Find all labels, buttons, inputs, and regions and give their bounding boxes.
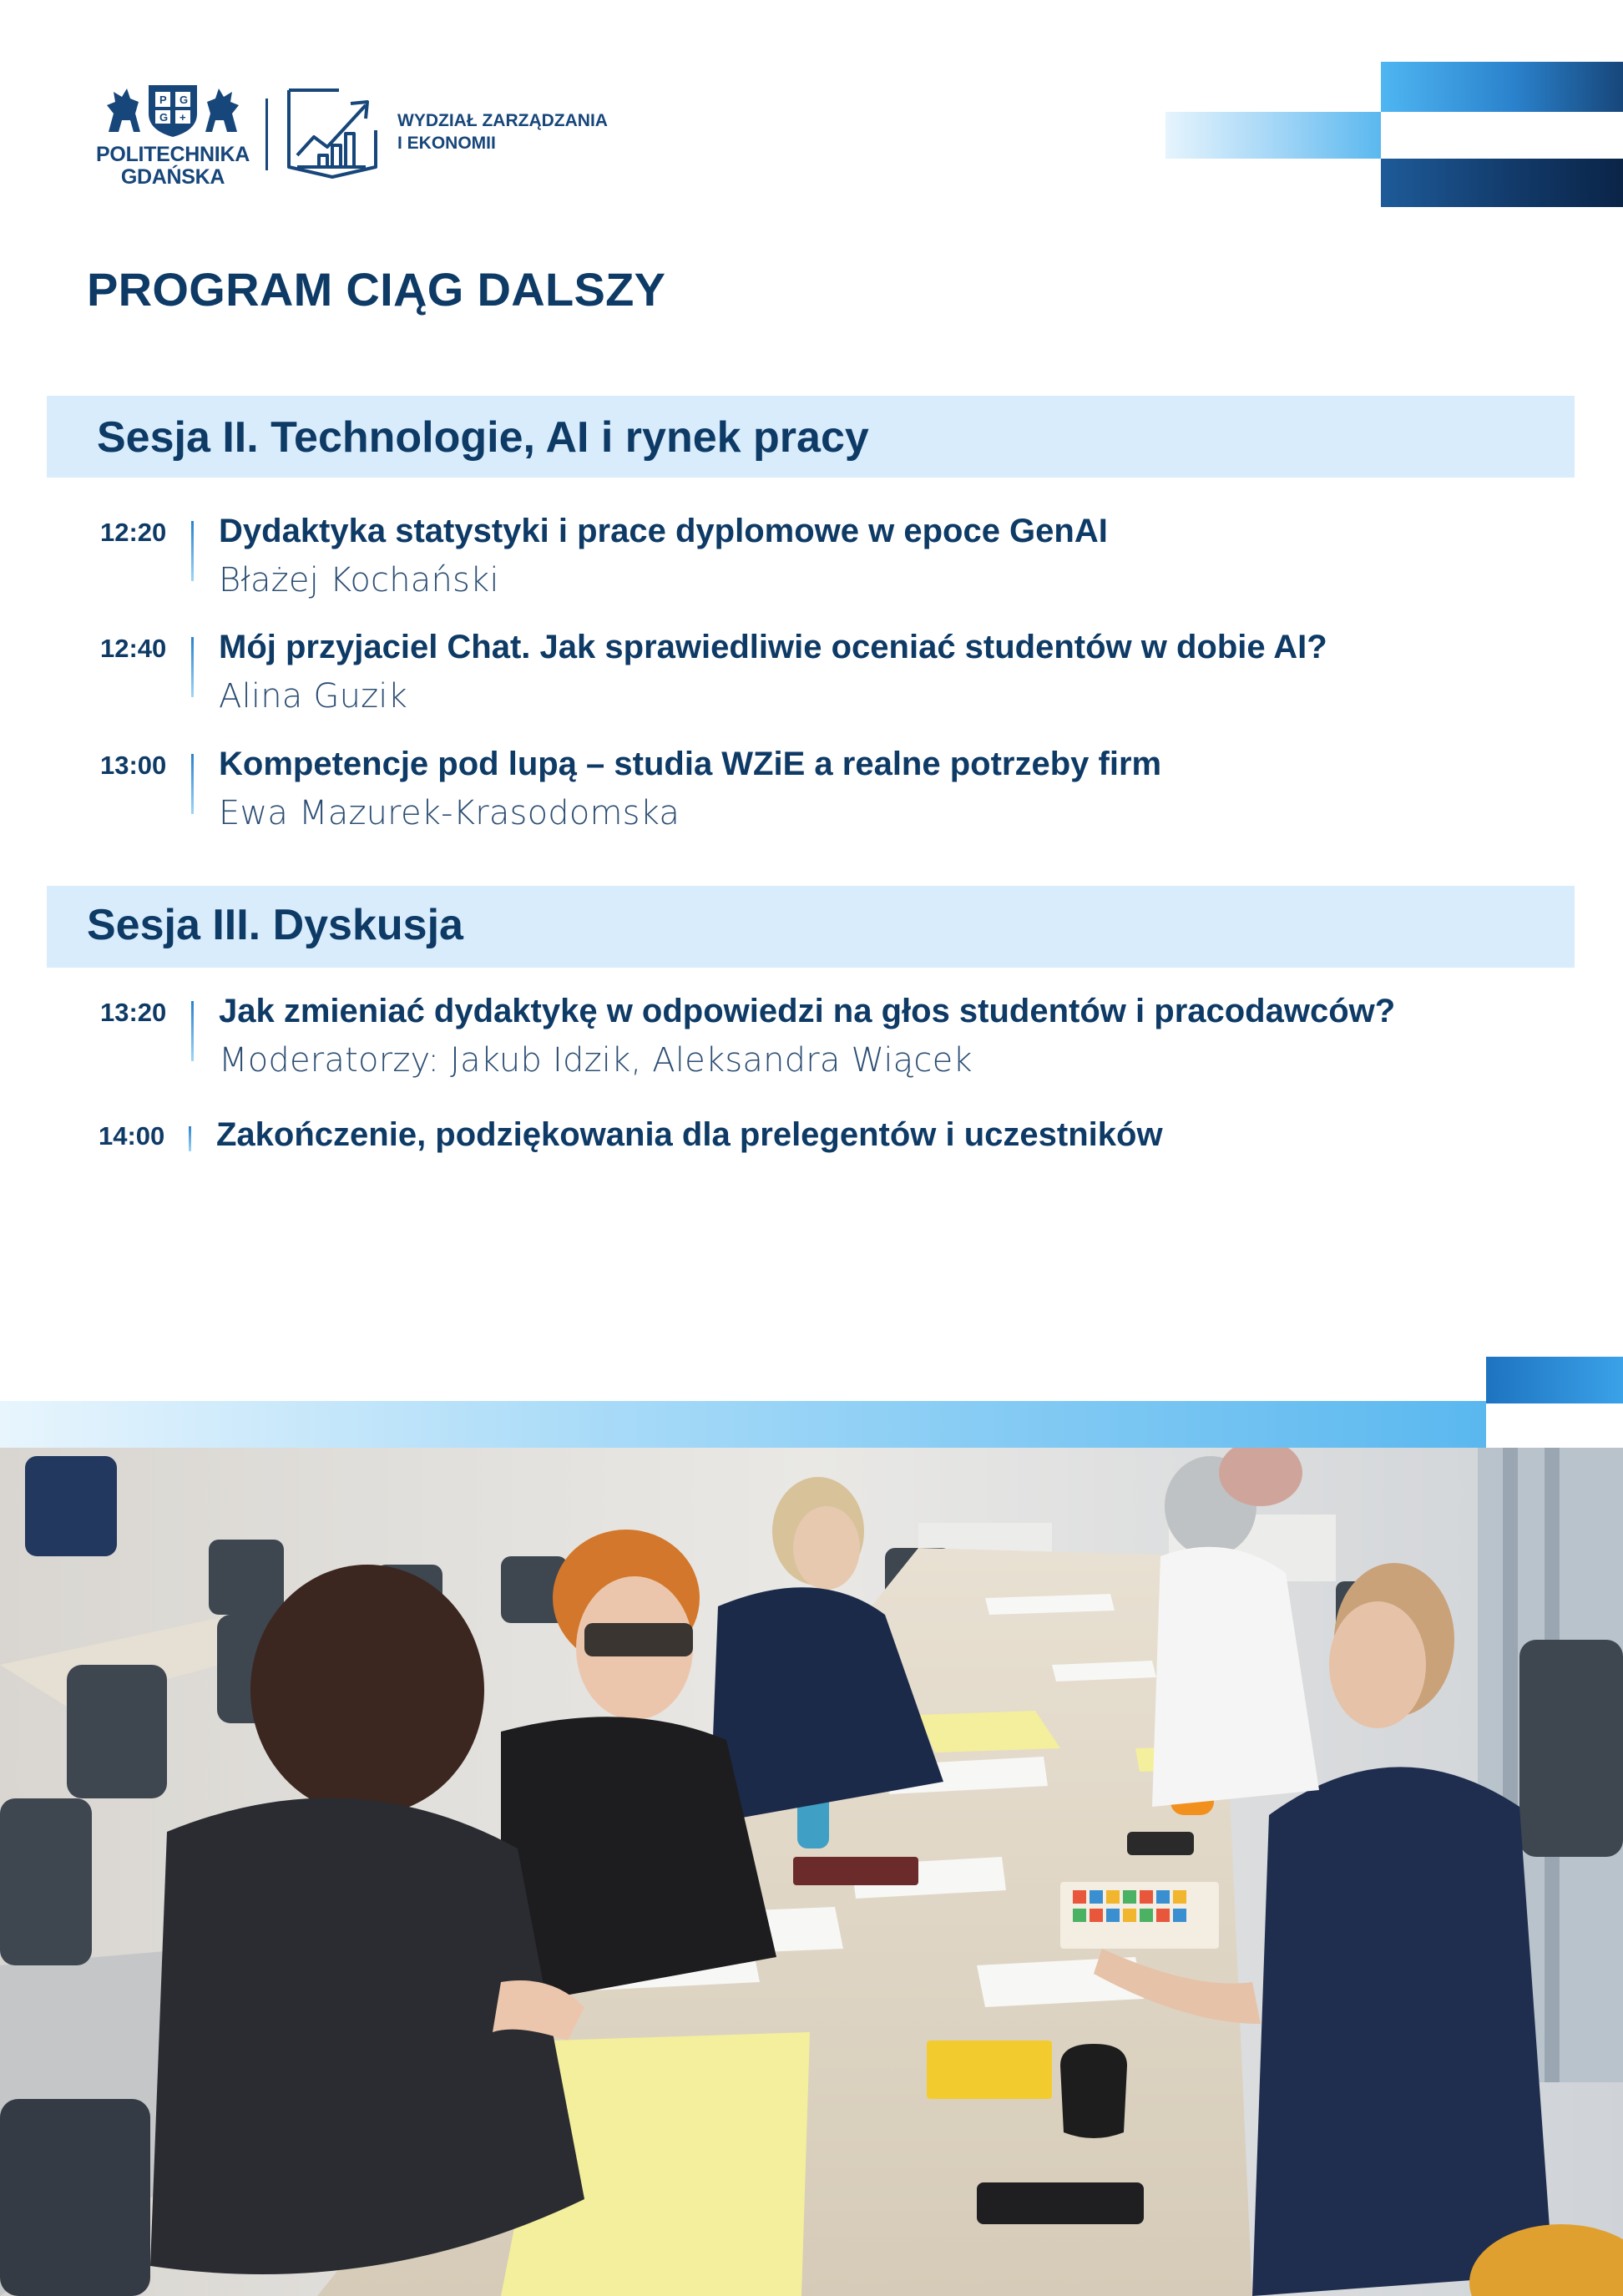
svg-text:+: + (179, 111, 186, 124)
svg-text:G: G (159, 111, 169, 124)
faculty-name (397, 109, 608, 154)
item-divider (191, 1001, 194, 1061)
faculty-name-line2: I EKONOMII (397, 134, 496, 153)
decorative-bar-bottom (1381, 159, 1623, 207)
session-label: Sesja III. Dyskusja (87, 901, 463, 949)
item-title: Dydaktyka statystyki i prace dyplomowe w epoce GenAI (219, 513, 1108, 549)
workshop-photo (0, 1448, 1623, 2296)
item-title: Zakończenie, podziękowania dla prelegentów i uczestników (216, 1116, 1163, 1153)
item-divider (189, 1126, 191, 1151)
svg-text:P: P (159, 94, 167, 106)
decorative-bar-top (1381, 62, 1623, 112)
item-divider (191, 521, 194, 581)
item-time: 14:00 (99, 1121, 165, 1151)
page-title: PROGRAM CIĄG DALSZY (87, 263, 666, 316)
growth-chart-icon (286, 87, 379, 179)
item-title: Kompetencje pod lupą – studia WZiE a realne potrzeby firm (219, 746, 1162, 782)
photo-accent-bar (0, 1401, 1486, 1448)
university-name (94, 144, 252, 189)
item-divider (191, 754, 194, 814)
item-time: 12:20 (100, 518, 167, 547)
faculty-logo (286, 87, 379, 179)
photo-accent-block (1486, 1357, 1623, 1403)
item-speaker: Moderatorzy: Jakub Idzik, Aleksandra Wiącek (219, 1041, 973, 1080)
university-name-line1: POLITECHNIKA (96, 143, 250, 166)
item-time: 13:20 (100, 998, 167, 1027)
item-speaker: Ewa Mazurek-Krasodomska (219, 794, 680, 832)
item-divider (191, 637, 194, 697)
faculty-name-line1: WYDZIAŁ ZARZĄDZANIA (397, 111, 608, 130)
session-label: Sesja II. Technologie, AI i rynek pracy (97, 413, 869, 462)
session-header (47, 886, 1575, 968)
university-name-line2: GDAŃSKA (120, 165, 225, 189)
decorative-bar-middle (1165, 112, 1381, 159)
workshop-photo-illustration (0, 1448, 1623, 2296)
svg-text:G: G (179, 94, 189, 106)
item-title: Jak zmieniać dydaktykę w odpowiedzi na głos studentów i pracodawców? (219, 993, 1396, 1029)
item-speaker: Błażej Kochański (219, 561, 499, 599)
item-time: 13:00 (100, 751, 167, 780)
session-header (47, 396, 1575, 478)
politechnika-gdanska-logo (94, 80, 252, 189)
logo-divider (265, 99, 268, 170)
item-time: 12:40 (100, 634, 167, 663)
university-crest-icon (102, 80, 244, 140)
item-title: Mój przyjaciel Chat. Jak sprawiedliwie oceniać studentów w dobie AI? (219, 629, 1327, 665)
item-speaker: Alina Guzik (219, 677, 407, 716)
